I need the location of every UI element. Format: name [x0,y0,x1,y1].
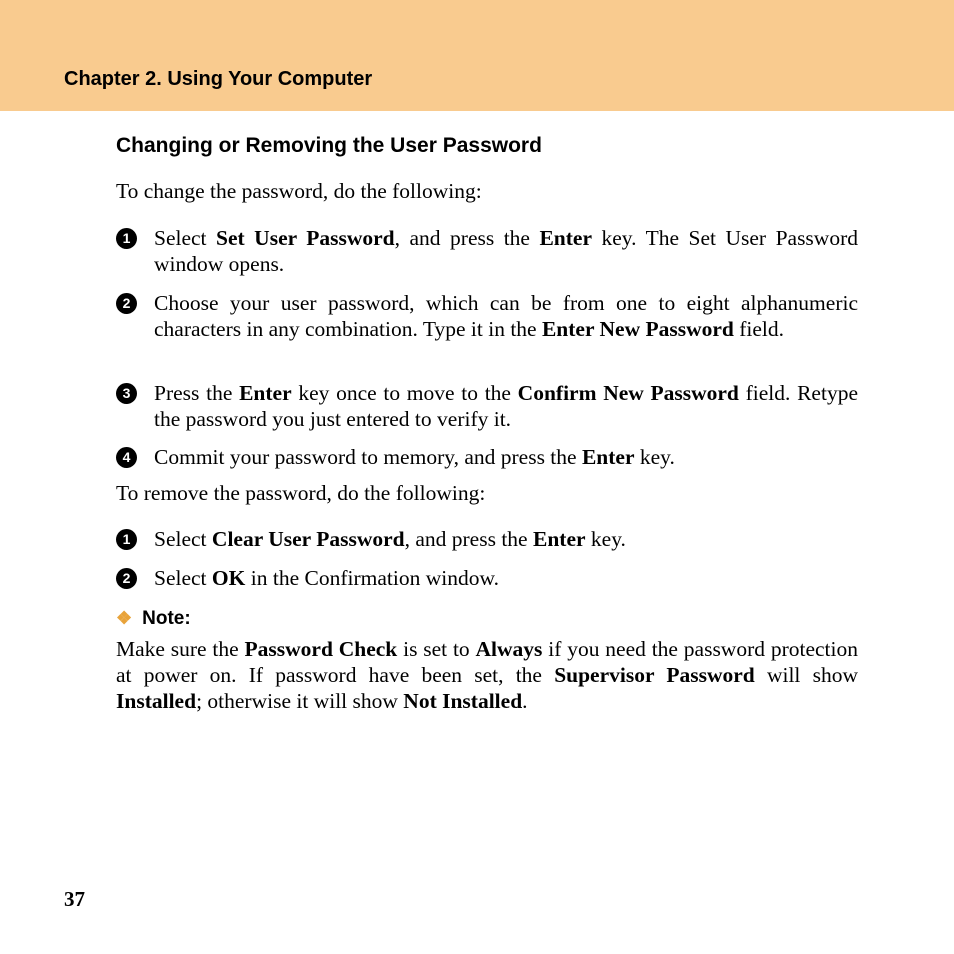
step-number-1-icon: 1 [116,228,137,249]
note-body [116,636,858,714]
text-run: . [522,689,528,713]
change-intro: To change the password, do the following: [116,179,482,203]
chapter-title: Chapter 2. Using Your Computer [64,68,373,90]
text-run: is set to [397,637,476,661]
text-run: ; otherwise it will show [196,689,404,713]
remove-step-1 [116,526,858,552]
diamond-ornament-icon: ❖ [116,608,133,628]
step-text [154,225,858,277]
bold-term: Enter New Password [541,317,734,341]
note-label: Note: [142,608,191,629]
bold-term: Set User Password [216,226,395,250]
bold-term: Always [475,637,543,661]
step-text [154,290,858,342]
bold-term: Confirm New Password [517,381,739,405]
text-run: key once to move to the [291,381,518,405]
step-text [154,380,858,432]
text-run: key. [585,527,626,551]
text-run: Choose your user password, which can be from one to eight alphanumeric characters in any combination. Type it in the [154,291,858,341]
text-run: Commit your password to memory, and press the [154,445,582,469]
change-step-2 [116,290,858,342]
step-text [154,565,858,591]
step-number-4-icon: 4 [116,447,137,468]
text-run: field. [733,317,785,341]
bold-term: Enter [239,381,292,405]
step-text [154,526,858,552]
bold-term: Clear User Password [211,527,405,551]
page-number: 37 [64,887,85,911]
text-run: key. [634,445,675,469]
bold-term: Installed [116,689,197,713]
text-run: key. The Set User Password window opens. [154,226,858,276]
remove-intro: To remove the password, do the following: [116,481,486,505]
step-number-3-icon: 3 [116,383,137,404]
bold-term: Enter [581,445,635,469]
text-run: if you need the password protection at power on. If password have been set, the [116,637,858,687]
bold-term: Password Check [244,637,398,661]
text-run: in the Confirmation window. [245,566,499,590]
change-step-3 [116,380,858,432]
remove-step-2 [116,565,858,591]
bold-term: Enter [539,226,593,250]
change-step-1 [116,225,858,277]
note-heading [116,605,191,632]
step-number-2-icon: 2 [116,293,137,314]
step-number-2-icon: 2 [116,568,137,589]
text-run: , and press the [394,226,540,250]
bold-term: Supervisor Password [554,663,755,687]
bold-term: Enter [532,527,586,551]
bold-term: Not Installed [403,689,523,713]
text-run: field. Retype the password you just entered to verify it. [154,381,858,431]
text-run: Select [154,226,217,250]
step-text [154,444,858,470]
bold-term: OK [211,566,246,590]
text-run: Select [154,566,212,590]
step-number-1-icon: 1 [116,529,137,550]
text-run: will show [754,663,858,687]
text-run: Press the [154,381,240,405]
text-run: , and press the [404,527,533,551]
text-run: Make sure the [116,637,245,661]
header-band [0,0,954,111]
change-step-4 [116,444,858,470]
section-title: Changing or Removing the User Password [116,134,542,157]
text-run: Select [154,527,212,551]
